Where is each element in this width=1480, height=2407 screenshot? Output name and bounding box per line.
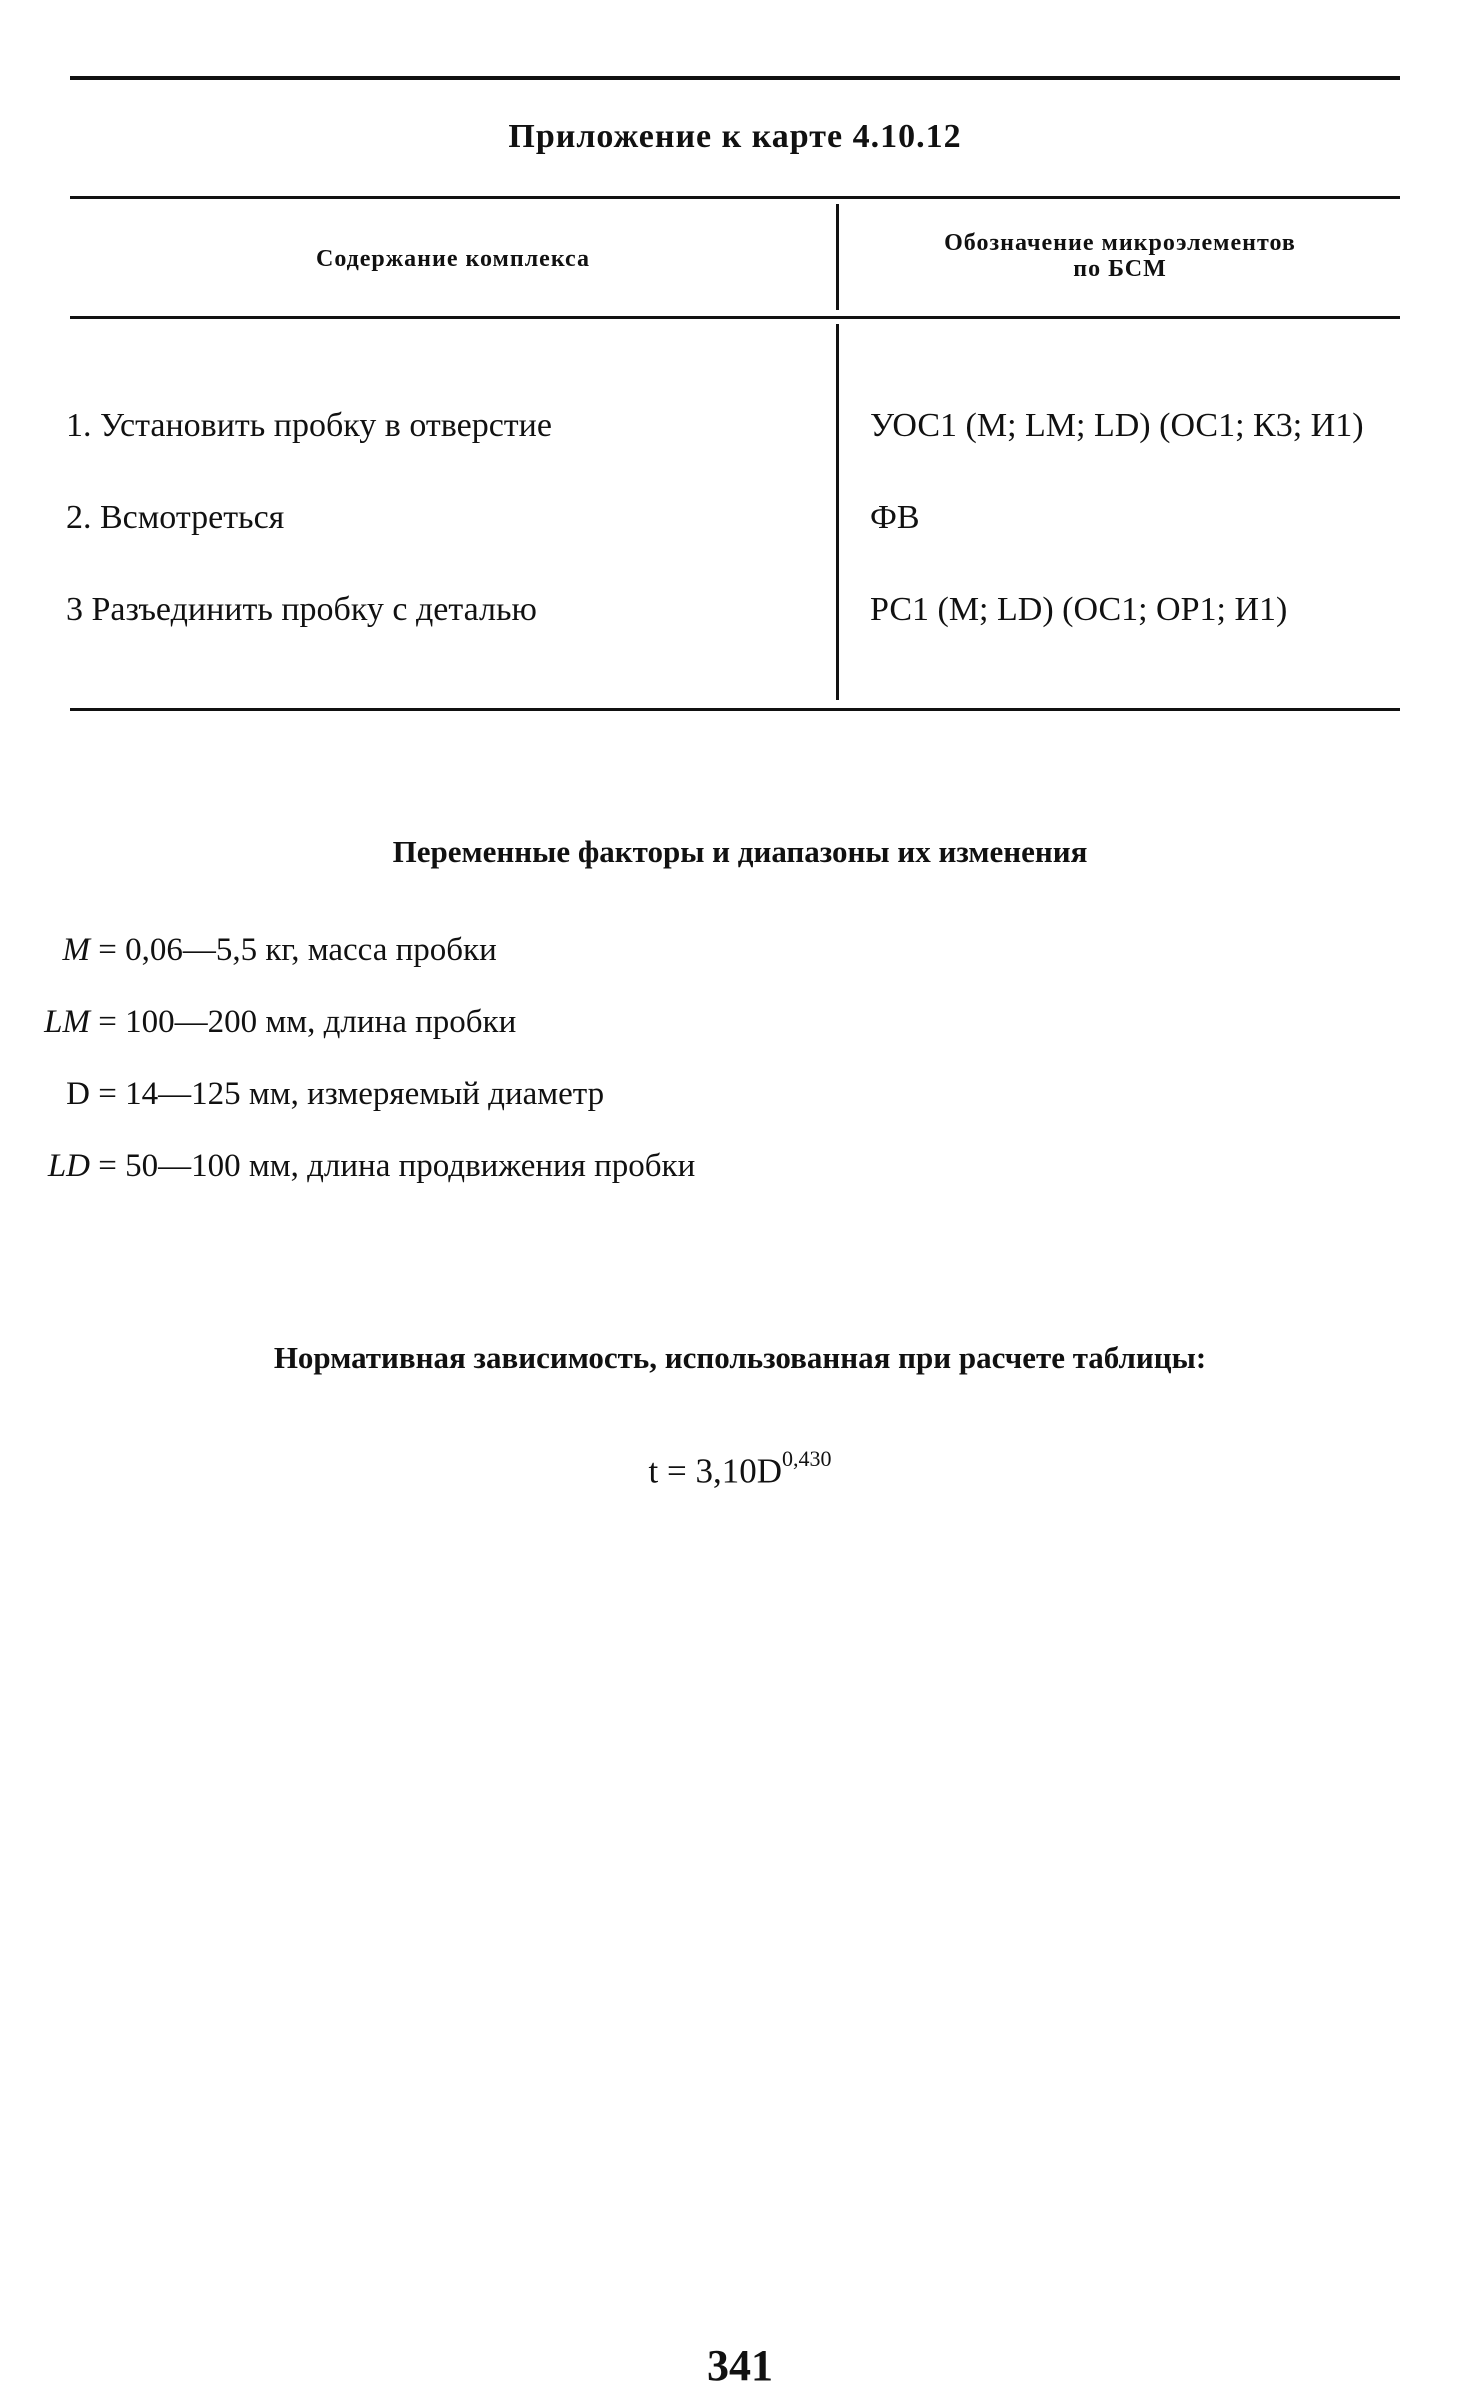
variable-lm	[0, 1004, 516, 1041]
variable-lm-symbol: LM	[44, 1004, 90, 1040]
header-content	[70, 246, 836, 272]
formula-base: t = 3,10D	[648, 1451, 782, 1491]
formula-exponent: 0,430	[782, 1446, 832, 1471]
variable-ld-text: = 50—100 мм, длина продвижения пробки	[98, 1148, 696, 1184]
appendix-title: Приложение к карте 4.10.12	[508, 118, 962, 155]
normative-title: Нормативная зависимость, использованная при расчете таблицы:	[273, 1340, 1207, 1375]
variable-d-text: = 14—125 мм, измеряемый диаметр	[98, 1076, 605, 1112]
header-designation-line2: по БСМ	[1073, 256, 1167, 282]
normative-formula	[0, 1446, 1480, 1492]
variables-title: Переменные факторы и диапазоны их изменения	[392, 834, 1088, 869]
table-header-top-rule	[70, 196, 1400, 199]
table-row-3-designation: РС1 (М; LD) (ОС1; ОР1; И1)	[870, 591, 1288, 628]
variable-m-symbol: M	[62, 932, 90, 968]
variable-d	[0, 1076, 604, 1113]
variable-ld-symbol: LD	[47, 1148, 90, 1184]
table-row-3-content: 3 Разъединить пробку с деталью	[66, 591, 537, 628]
variable-m-text: = 0,06—5,5 кг, масса пробки	[98, 932, 497, 968]
table-column-divider-body	[836, 324, 839, 700]
header-designation-line1: Обозначение микроэлементов	[944, 230, 1296, 256]
variable-lm-text: = 100—200 мм, длина пробки	[98, 1004, 517, 1040]
table-row-2-content: 2. Всмотреться	[66, 499, 285, 536]
variable-m	[0, 932, 497, 969]
table-bottom-rule	[70, 708, 1400, 711]
table-row-1-content: 1. Установить пробку в отверстие	[66, 407, 552, 444]
variable-ld	[0, 1148, 695, 1185]
table-column-divider-header	[836, 204, 839, 310]
page-number: 341	[707, 2341, 773, 2390]
header-content-label: Содержание комплекса	[315, 246, 590, 272]
top-rule	[70, 76, 1400, 80]
variable-d-symbol: D	[66, 1076, 90, 1112]
table-header-bottom-rule	[70, 316, 1400, 319]
table-row-2-designation: ФВ	[870, 499, 920, 536]
table-row-1-designation: УОС1 (М; LМ; LD) (ОС1; К3; И1)	[870, 407, 1364, 444]
header-designation	[840, 230, 1400, 282]
